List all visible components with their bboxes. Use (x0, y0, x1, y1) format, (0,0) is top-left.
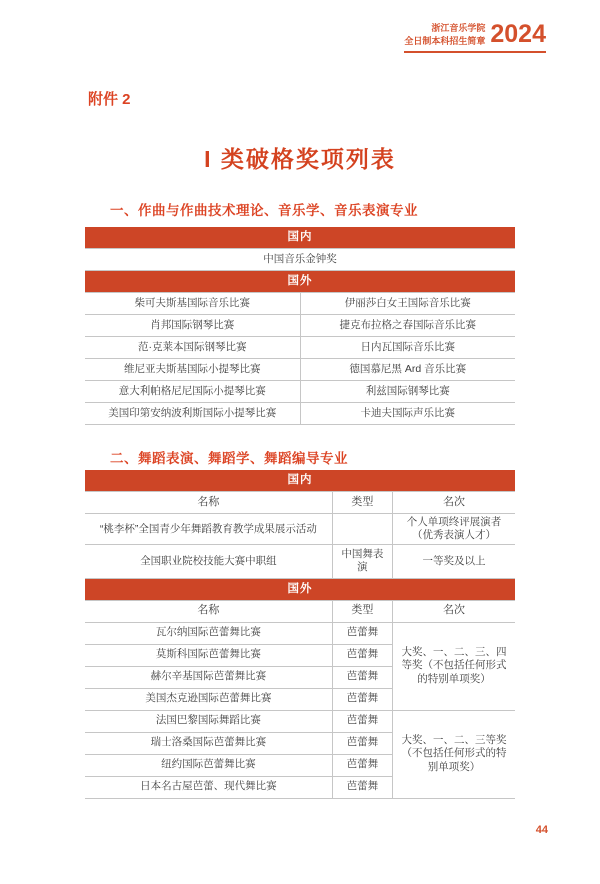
award-type-cell: 芭蕾舞 (332, 776, 392, 798)
award-rank-cell: 一等奖及以上 (392, 545, 515, 578)
award-name-cell: 德国慕尼黑 Ard 音乐比赛 (300, 359, 515, 381)
award-name-cell: “桃李杯”全国青少年舞蹈教育教学成果展示活动 (85, 514, 332, 545)
award-name-cell: 日本名古屋芭蕾、现代舞比赛 (85, 776, 332, 798)
award-name-cell: 伊丽莎白女王国际音乐比赛 (300, 293, 515, 315)
column-header-name: 名称 (85, 600, 332, 622)
music-awards-table (85, 227, 515, 425)
table-row (85, 381, 515, 403)
award-rank-merged-cell: 大奖、一、二、三、四等奖（不包括任何形式的特别单项奖） (392, 622, 515, 710)
award-type-cell: 芭蕾舞 (332, 644, 392, 666)
column-header-row (85, 492, 515, 514)
award-type-cell: 芭蕾舞 (332, 710, 392, 732)
award-type-cell: 芭蕾舞 (332, 688, 392, 710)
award-name-cell: 卡迪夫国际声乐比赛 (300, 403, 515, 425)
column-header-rank: 名次 (392, 492, 515, 514)
award-name-cell: 意大利帕格尼尼国际小提琴比赛 (85, 381, 300, 403)
column-header-name: 名称 (85, 492, 332, 514)
award-name-cell: 全国职业院校技能大赛中职组 (85, 545, 332, 578)
organization-name (404, 22, 485, 47)
award-type-cell: 芭蕾舞 (332, 732, 392, 754)
foreign-band: 国外 (85, 578, 515, 600)
table-row (85, 359, 515, 381)
table-row (85, 514, 515, 545)
table-row (85, 545, 515, 578)
award-name-cell: 法国巴黎国际舞蹈比赛 (85, 710, 332, 732)
domestic-band: 国内 (85, 470, 515, 492)
award-type-cell: 中国舞表演 (332, 545, 392, 578)
document-header-row (404, 19, 546, 48)
column-header-rank: 名次 (392, 600, 515, 622)
organization-line2: 全日制本科招生简章 (404, 35, 486, 46)
award-rank-cell: 个人单项终评展演者（优秀表演人才） (392, 514, 515, 545)
award-name-cell: 赫尔辛基国际芭蕾舞比赛 (85, 666, 332, 688)
table-row (85, 710, 515, 732)
dance-awards-table (85, 470, 515, 799)
award-type-cell: 芭蕾舞 (332, 622, 392, 644)
award-name-cell: 日内瓦国际音乐比赛 (300, 337, 515, 359)
award-name-cell: 瓦尔纳国际芭蕾舞比赛 (85, 622, 332, 644)
section-dance-heading: 二、舞蹈表演、舞蹈学、舞蹈编导专业 (110, 451, 348, 466)
award-rank-merged-cell: 大奖、一、二、三等奖（不包括任何形式的特别单项奖） (392, 710, 515, 798)
foreign-band: 国外 (85, 271, 515, 293)
award-name-cell: 利兹国际钢琴比赛 (300, 381, 515, 403)
award-name-cell: 中国音乐金钟奖 (85, 249, 515, 271)
column-header-row (85, 600, 515, 622)
award-name-cell: 瑞士洛桑国际芭蕾舞比赛 (85, 732, 332, 754)
table-row (85, 578, 515, 600)
table-row (85, 403, 515, 425)
award-type-cell: 芭蕾舞 (332, 666, 392, 688)
table-row (85, 249, 515, 271)
award-name-cell: 维尼亚夫斯基国际小提琴比赛 (85, 359, 300, 381)
table-row (85, 337, 515, 359)
header-divider (404, 51, 546, 53)
page-number: 44 (535, 824, 548, 836)
award-type-cell: 芭蕾舞 (332, 754, 392, 776)
domestic-band: 国内 (85, 227, 515, 249)
award-type-cell (332, 514, 392, 545)
organization-line1: 浙江音乐学院 (431, 23, 486, 33)
award-name-cell: 柴可夫斯基国际音乐比赛 (85, 293, 300, 315)
column-header-type: 类型 (332, 492, 392, 514)
award-name-cell: 范·克莱本国际钢琴比赛 (85, 337, 300, 359)
table-row (85, 271, 515, 293)
table-row (85, 227, 515, 249)
page-title: I 类破格奖项列表 (204, 146, 396, 172)
table-row (85, 470, 515, 492)
award-name-cell: 莫斯科国际芭蕾舞比赛 (85, 644, 332, 666)
column-header-type: 类型 (332, 600, 392, 622)
attachment-label: 附件 2 (88, 91, 131, 108)
award-name-cell: 纽约国际芭蕾舞比赛 (85, 754, 332, 776)
table-row (85, 315, 515, 337)
award-name-cell: 美国印第安纳波利斯国际小提琴比赛 (85, 403, 300, 425)
award-name-cell: 捷克布拉格之春国际音乐比赛 (300, 315, 515, 337)
table-row (85, 622, 515, 644)
award-name-cell: 肖邦国际钢琴比赛 (85, 315, 300, 337)
year-label: 2024 (490, 19, 546, 48)
award-name-cell: 美国杰克逊国际芭蕾舞比赛 (85, 688, 332, 710)
table-row (85, 293, 515, 315)
document-header (404, 19, 546, 53)
section-music-heading: 一、作曲与作曲技术理论、音乐学、音乐表演专业 (110, 203, 418, 218)
